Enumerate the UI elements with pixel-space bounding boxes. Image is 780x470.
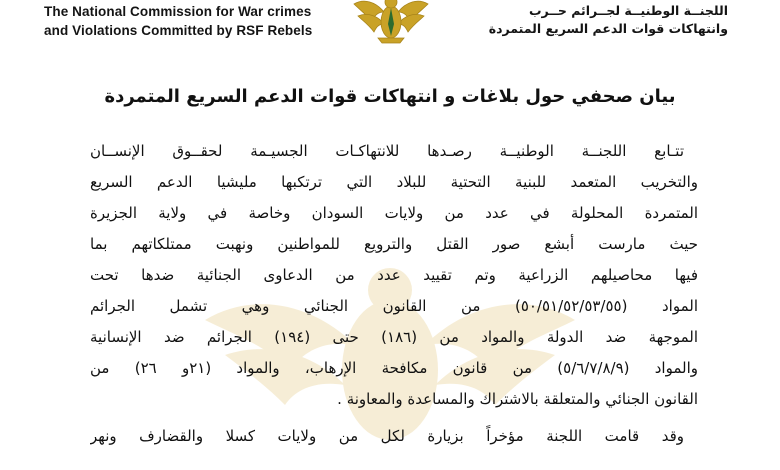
- header-org-name-english: [44, 2, 344, 40]
- body-line: القانون الجنائي والمتعلقة بالاشتراك والمساعدة والمعاونة .: [337, 390, 698, 408]
- header-org-name-arabic: [428, 2, 728, 38]
- paragraph-2: [90, 421, 698, 452]
- body-line: الموجهة ضد الدولة والمواد من (١٨٦) حتى (١٩٤) الجرائم ضد الإنسانية: [90, 328, 698, 346]
- header-en-line-1: The National Commission for War crimes: [44, 4, 312, 19]
- body-line: فيها محاصيلهم الزراعية وتم تقييد عدد من الدعاوى الجنائية ضدها تحت: [90, 266, 698, 284]
- body-line: المواد (٥٠/٥١/٥٢/٥٣/٥٥) من القانون الجنائي وهي تشمل الجرائم: [90, 297, 698, 315]
- body-line: حيث مارست أبشع صور القتل والترويع للمواطنين ونهبت ممتلكاتهم بما: [90, 235, 698, 253]
- header-ar-line-2: وانتهاكات قوات الدعم السريع المتمردة: [488, 21, 728, 36]
- press-release-title: بيان صحفي حول بلاغات و انتهاكات قوات الدعم السريع المتمردة: [104, 86, 676, 107]
- body-line: والتخريب المتعمد للبنية التحتية للبلاد التي ترتكبها مليشيا الدعم السريع: [90, 173, 698, 191]
- paragraph-1: [90, 136, 698, 415]
- sudan-emblem-icon: [348, 0, 434, 44]
- body-line: والمواد (٥/٦/٧/٨/٩) من قانون مكافحة الإرهاب، والمواد (٢١و ٢٦) من: [90, 359, 698, 377]
- body-line: المتمردة المحلولة في عدد من ولايات السودان وخاصة في ولاية الجزيرة: [90, 204, 698, 222]
- header-ar-line-1: اللجنــة الوطنيــة لجــرائم حــرب: [529, 3, 728, 18]
- header-en-line-2: and Violations Committed by RSF Rebels: [44, 23, 313, 38]
- body-line: وقد قامت اللجنة مؤخراً بزيارة لكل من ولايات كسلا والقضارف ونهر: [90, 427, 684, 445]
- body-line: تتـابع اللجنــة الوطنيــة رصـدها للانتهاكـات الجسيـمة لحقــوق الإنســان: [90, 142, 684, 160]
- press-release-body: [90, 136, 698, 452]
